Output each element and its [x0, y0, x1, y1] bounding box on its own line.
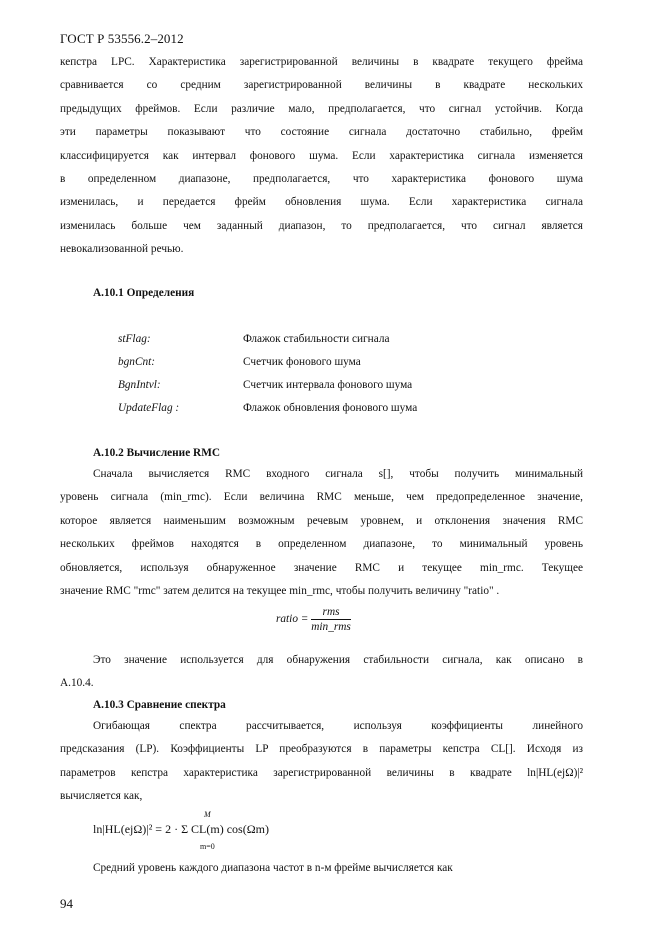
- formula-lhs: ratio =: [276, 613, 309, 626]
- definition-value: Флажок обновления фонового шума: [243, 402, 418, 414]
- text-line: предсказания (LP). Коэффициенты LP преобразуются в параметры кепстра CL[]. Исходя из: [60, 743, 583, 756]
- document-header: ГОСТ Р 53556.2–2012: [60, 31, 184, 46]
- text-line: классифицируется как интервал фонового шума. Если характеристика сигнала изменяется: [60, 149, 583, 162]
- text-line: обновляется, используя обнаруженное значение RMC и текущее min_rmc. Текущее: [60, 561, 583, 574]
- fraction: [311, 606, 351, 633]
- text-line: Сначала вычисляется RMC входного сигнала s[], чтобы получить минимальный: [93, 468, 583, 480]
- definition-term: UpdateFlag :: [118, 402, 180, 414]
- definition-value: Флажок стабильности сигнала: [243, 333, 390, 345]
- sum-lower-limit: m=0: [200, 842, 215, 851]
- definition-value: Счетчик фонового шума: [243, 356, 361, 368]
- ratio-formula: [276, 606, 351, 633]
- definition-term: BgnIntvl:: [118, 379, 161, 391]
- text-line: Средний уровень каждого диапазона частот в n-м фрейме вычисляется как: [93, 862, 453, 874]
- page-number: 94: [60, 896, 73, 911]
- paragraph-rmc: [60, 463, 583, 603]
- text-line: в определенном диапазоне, предполагается, что характеристика фонового шума: [60, 172, 583, 185]
- paragraph-intro: [60, 51, 583, 262]
- text-line: невокализованной речью.: [60, 243, 184, 256]
- section-heading-spectrum: А.10.3 Сравнение спектра: [93, 699, 226, 711]
- text-line: изменилась больше чем заданный диапазон, то предполагается, что сигнал является: [60, 219, 583, 232]
- text-line: нескольких фреймов находятся в определенном диапазоне, то минимальный уровень: [60, 538, 583, 551]
- sum-upper-limit: M: [204, 810, 211, 819]
- text-line: Это значение используется для обнаружения стабильности сигнала, как описано в: [93, 654, 583, 666]
- section-heading-rmc: А.10.2 Вычисление RMC: [93, 447, 221, 459]
- paragraph-usage: [60, 649, 583, 696]
- text-line: вычисляется как,: [60, 790, 143, 803]
- fraction-denominator: min_rms: [311, 621, 351, 633]
- fraction-numerator: rms: [311, 606, 351, 620]
- text-line: эти параметры показывают что состояние сигнала достаточно стабильно, фрейм: [60, 126, 583, 139]
- text-line: значение RMC "rmc" затем делится на текущее min_rmc, чтобы получить величину "ratio" .: [60, 584, 500, 597]
- cepstrum-formula: [93, 812, 393, 852]
- definition-value: Счетчик интервала фонового шума: [243, 379, 413, 391]
- section-heading-definitions: А.10.1 Определения: [93, 287, 195, 299]
- formula-expression: ln|HL(ejΩ)|² = 2 · Σ CL(m) cos(Ωm): [93, 822, 269, 836]
- text-line: предыдущих фреймов. Если различие мало, предполагается, что сигнал устойчив. Когда: [60, 102, 583, 115]
- text-line: сравнивается со средним зарегистрированной величины в квадрате нескольких: [60, 79, 583, 92]
- paragraph-spectrum: [60, 715, 583, 809]
- paragraph-average: [60, 857, 583, 880]
- text-line: кепстра LPC. Характеристика зарегистрированной величины в квадрате текущего фрейма: [60, 56, 583, 68]
- text-line: Огибающая спектра рассчитывается, используя коэффициенты линейного: [93, 720, 583, 732]
- text-line: А.10.4.: [60, 677, 94, 690]
- definition-term: stFlag:: [118, 333, 151, 345]
- text-line: параметров кепстра характеристика зарегистрированной величины в квадрате ln|HL(ejΩ)|²: [60, 766, 583, 779]
- text-line: изменилась, и передается фрейм обновления шума. Если характеристика сигнала: [60, 196, 583, 209]
- text-line: которое является наименьшим возможным речевым уровнем, и отклонения значения RMC: [60, 514, 583, 527]
- definition-term: bgnCnt:: [118, 356, 156, 368]
- text-line: уровень сигнала (min_rmc). Если величина RMC меньше, чем предопределенное значение,: [60, 491, 583, 504]
